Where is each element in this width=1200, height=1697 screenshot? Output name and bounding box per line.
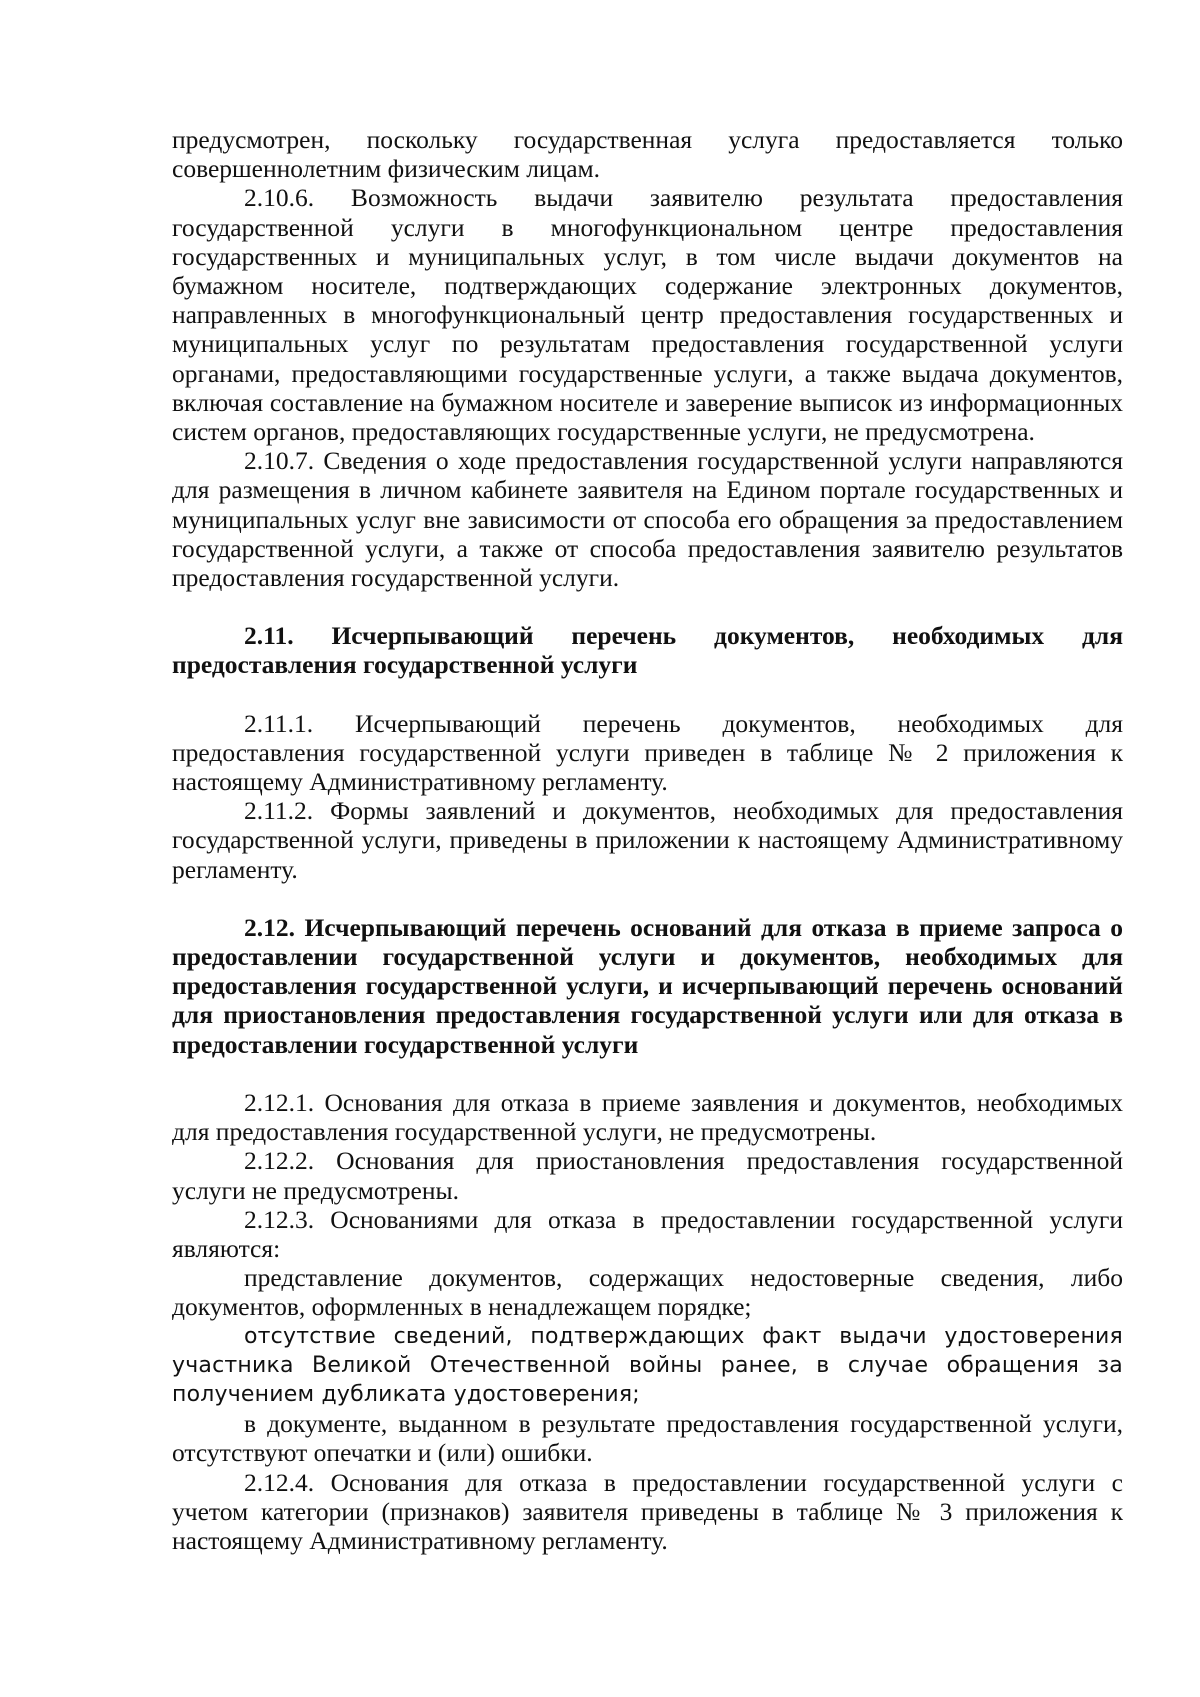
spacer — [172, 680, 1123, 709]
paragraph-2-11-1: 2.11.1. Исчерпывающий перечень документов, необходимых для предоставления государственной услуги приведен в таблице № 2 приложения к настоящему Административному регламенту. — [172, 708, 1123, 797]
paragraph-continuation: предусмотрен, поскольку государственная услуга предоставляется только совершеннолетним физическим лицам. — [172, 125, 1123, 184]
paragraph-2-10-6: 2.10.6. Возможность выдачи заявителю результата предоставления государственной услуги в многофункциональном центре предоставления государственных и муниципальных услуг, в том числе выдачи документов на бумажном носителе, подтверждающих содержание электронных документов, направленных в многофункциональный центр предоставления государственных и муниципальных услуг по результатам предоставления государственной услуги органами, предоставляющими государственные услуги, а также выдача документов, включая составление на бумажном носителе и заверение выписок из информационных систем органов, предоставляющих государственные услуги, не предусмотрена. — [172, 183, 1123, 447]
spacer — [172, 884, 1123, 913]
paragraph-2-12-4: 2.12.4. Основания для отказа в предоставлении государственной услуги с учетом категории (признаков) заявителя приведены в таблице № 3 приложения к настоящему Административному регламенту. — [172, 1467, 1123, 1555]
list-item-refusal-3: в документе, выданном в результате предоставления государственной услуги, отсутствуют опечатки и (или) ошибки. — [172, 1409, 1123, 1468]
spacer — [172, 1059, 1123, 1088]
paragraph-2-11-2: 2.11.2. Формы заявлений и документов, необходимых для предоставления государственной услуги, приведены в приложении к настоящему Административному регламенту. — [172, 796, 1123, 884]
document-page — [172, 125, 1123, 1555]
heading-2-12: 2.12. Исчерпывающий перечень оснований для отказа в приеме запроса о предоставлении государственной услуги и документов, необходимых для предоставления государственной услуги, и исчерпывающий перечень оснований для приостановления предоставления государственной услуги или для отказа в предоставлении государственной услуги — [172, 912, 1123, 1059]
paragraph-2-12-2: 2.12.2. Основания для приостановления предоставления государственной услуги не предусмотрены. — [172, 1146, 1123, 1205]
spacer — [172, 592, 1123, 621]
heading-2-11: 2.11. Исчерпывающий перечень документов, необходимых для предоставления государственной услуги — [172, 621, 1123, 680]
paragraph-2-10-7: 2.10.7. Сведения о ходе предоставления государственной услуги направляются для размещения в личном кабинете заявителя на Едином портале государственных и муниципальных услуг вне зависимости от способа его обращения за предоставлением государственной услуги, а также от способа предоставления заявителю результатов предоставления государственной услуги. — [172, 446, 1123, 593]
list-item-refusal-1: представление документов, содержащих недостоверные сведения, либо документов, оформленных в ненадлежащем порядке; — [172, 1263, 1123, 1322]
list-item-refusal-2: отсутствие сведений, подтверждающих факт выдачи удостоверения участника Великой Отечественной войны ранее, в случае обращения за получением дубликата удостоверения; — [172, 1323, 1123, 1407]
paragraph-2-12-1: 2.12.1. Основания для отказа в приеме заявления и документов, необходимых для предоставления государственной услуги, не предусмотрены. — [172, 1087, 1123, 1147]
paragraph-2-12-3: 2.12.3. Основаниями для отказа в предоставлении государственной услуги являются: — [172, 1204, 1123, 1263]
